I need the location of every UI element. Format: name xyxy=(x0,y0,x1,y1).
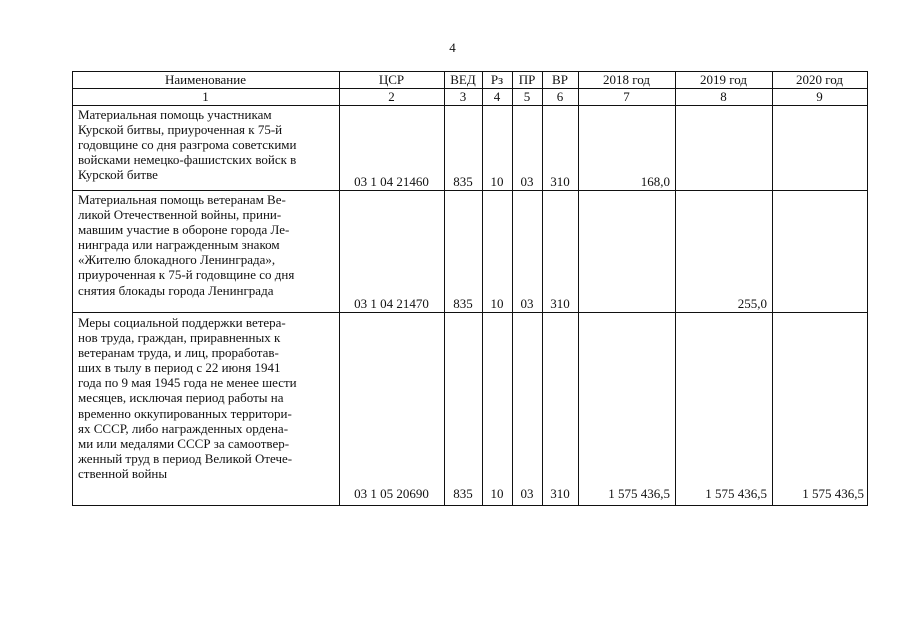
header-vr: ВР xyxy=(552,72,568,87)
cell-rz: 10 xyxy=(490,296,504,311)
row-name-line: ших в тылу в период с 22 июня 1941 xyxy=(78,360,281,376)
row-name-line: ми или медалями СССР за самоотвер- xyxy=(78,435,290,451)
column-number: 5 xyxy=(523,89,531,104)
column-number: 8 xyxy=(720,89,727,104)
column-divider xyxy=(772,71,773,506)
table-border-bottom xyxy=(72,505,868,506)
column-number: 9 xyxy=(816,89,823,104)
column-number-divider xyxy=(72,105,868,106)
header-2018: 2018 год xyxy=(603,72,650,87)
row-name-leningrad xyxy=(78,192,342,298)
cell-vr: 310 xyxy=(550,296,570,311)
cell-csr: 03 1 05 20690 xyxy=(354,486,429,501)
row-name-labor-veterans xyxy=(78,315,342,481)
row-name-line: мавшим участие в обороне города Ле- xyxy=(78,222,290,238)
column-divider xyxy=(444,71,445,506)
cell-ved: 835 xyxy=(453,486,473,501)
row-name-line: Меры социальной поддержки ветера- xyxy=(78,315,286,330)
row-name-line: года по 9 мая 1945 года не менее шести xyxy=(78,375,297,391)
column-number: 4 xyxy=(493,89,501,104)
cell-pr: 03 xyxy=(520,174,534,189)
cell-ved: 835 xyxy=(453,174,473,189)
cell-csr: 03 1 04 21470 xyxy=(354,296,429,311)
cell-2018: 1 575 436,5 xyxy=(608,486,670,501)
cell-pr: 03 xyxy=(520,486,534,501)
column-number: 3 xyxy=(459,89,467,104)
column-divider xyxy=(675,71,676,506)
row-name-line: ветеранам труда, и лиц, проработав- xyxy=(78,345,279,361)
cell-2020: 1 575 436,5 xyxy=(802,486,864,501)
row-name-line: нинграда или награжденным знаком xyxy=(78,237,280,253)
cell-2018: 168,0 xyxy=(640,174,670,189)
cell-2019: 1 575 436,5 xyxy=(705,486,767,501)
budget-table xyxy=(72,71,868,506)
column-number: 1 xyxy=(202,89,209,104)
cell-ved: 835 xyxy=(453,296,473,311)
cell-vr: 310 xyxy=(550,486,570,501)
cell-rz: 10 xyxy=(490,486,504,501)
row-name-line: женный труд в период Великой Отече- xyxy=(78,450,293,466)
row-name-line: годовщине со дня разгрома советскими xyxy=(78,137,297,153)
row-name-line: приуроченная к 75-й годовщине со дня xyxy=(78,267,295,283)
row-divider xyxy=(72,312,868,313)
row-name-line: Материальная помощь участникам xyxy=(78,107,272,122)
column-divider xyxy=(542,71,543,506)
row-name-line: ликой Отечественной войны, прини- xyxy=(78,207,282,223)
column-number: 2 xyxy=(388,89,395,104)
cell-rz: 10 xyxy=(490,174,504,189)
page-number: 4 xyxy=(449,40,456,55)
row-name-line: месяцев, исключая период работы на xyxy=(78,390,284,406)
cell-2019: 255,0 xyxy=(737,296,767,311)
cell-vr: 310 xyxy=(550,174,570,189)
header-pr: ПР xyxy=(518,72,536,87)
row-name-kursk xyxy=(78,107,342,182)
row-name-line: ях СССР, либо награжденных ордена- xyxy=(78,420,289,436)
row-name-line: «Жителю блокадного Ленинграда», xyxy=(78,252,276,268)
row-name-line: войсками немецко-фашистских войск в xyxy=(78,152,297,168)
row-name-line: нов труда, граждан, приравненных к xyxy=(78,330,281,346)
row-name-line: ственной войны xyxy=(78,465,168,481)
cell-csr: 03 1 04 21460 xyxy=(354,174,429,189)
table-border-right xyxy=(867,71,868,506)
row-name-line: Курской битвы, приуроченная к 75-й xyxy=(78,122,283,138)
header-name: Наименование xyxy=(165,72,246,87)
header-rz: Рз xyxy=(490,72,504,87)
row-name-line: Материальная помощь ветеранам Ве- xyxy=(78,192,286,207)
row-divider xyxy=(72,190,868,191)
column-divider xyxy=(512,71,513,506)
column-number: 6 xyxy=(556,89,564,104)
row-name-line: снятия блокады города Ленинграда xyxy=(78,282,274,298)
header-2019: 2019 год xyxy=(700,72,747,87)
table-border-left xyxy=(72,71,73,506)
header-2020: 2020 год xyxy=(796,72,843,87)
column-divider xyxy=(578,71,579,506)
cell-pr: 03 xyxy=(520,296,534,311)
row-name-line: Курской битве xyxy=(78,167,158,183)
header-csr: ЦСР xyxy=(378,72,405,87)
header-ved: ВЕД xyxy=(450,72,476,87)
row-name-line: временно оккупированных территори- xyxy=(78,405,292,421)
column-number: 7 xyxy=(623,89,630,104)
column-divider xyxy=(482,71,483,506)
